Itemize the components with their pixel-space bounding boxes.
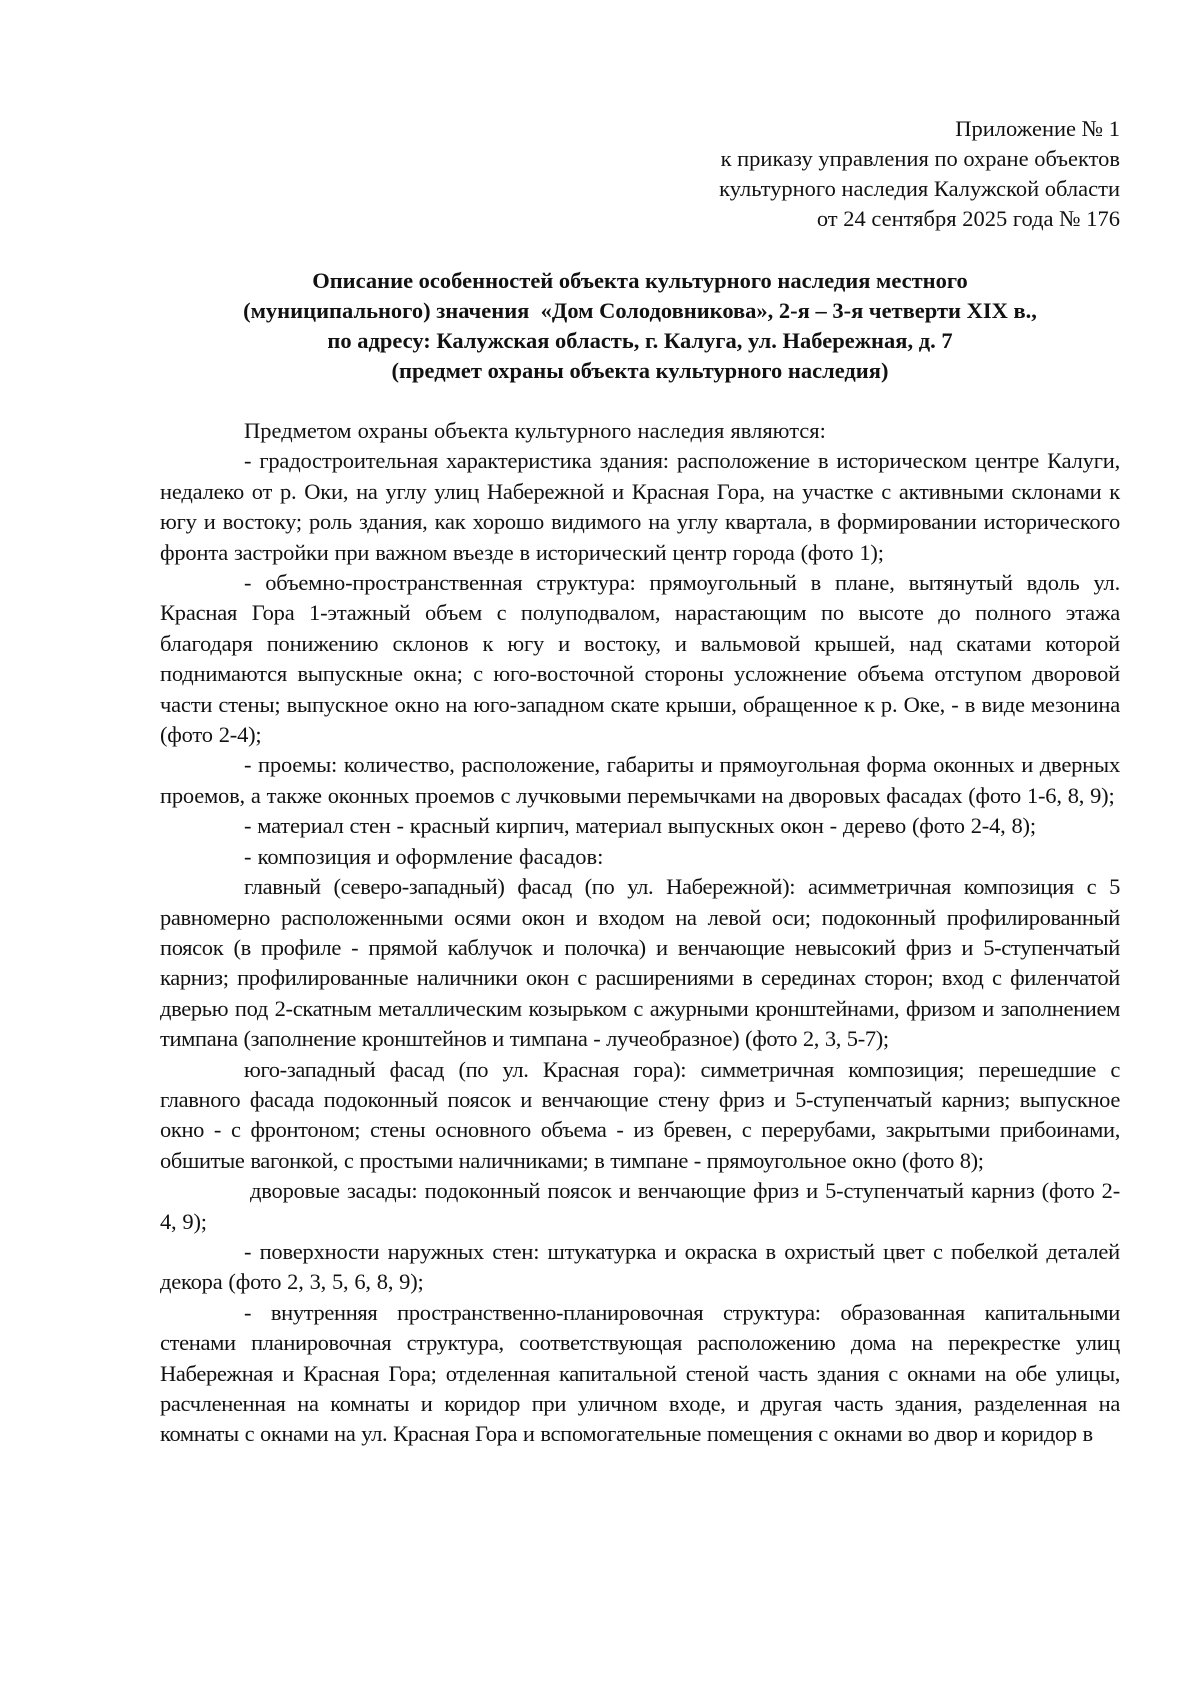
paragraph-interior-structure: - внутренняя пространственно-планировочная структура: образованная капитальными стенами планировочная структура, соответствующая расположению дома на перекрестке улиц Набережная и Красная Гора; отделенная капитальной стеной часть здания с окнами на обе улицы, расчлененная на комнаты и коридор при уличном входе, и другая часть здания, разделенная на комнаты с окнами на ул. Красная Гора и вспомогательные помещения с окнами во двор и коридор в [160, 1299, 1120, 1447]
title-line-2: (муниципального) значения «Дом Солодовникова», 2-я – 3-я четверти XIX в., [243, 298, 1037, 323]
appendix-line-3: культурного наследия Калужской области [719, 176, 1120, 201]
document-body [160, 416, 1120, 1450]
paragraph-volume-structure: - объемно-пространственная структура: прямоугольный в плане, вытянутый вдоль ул. Красная Гора 1-этажный объем с полуподвалом, нарастающим по высоте до полного этажа благодаря понижению склонов к югу и востоку, и вальмовой крышей, над скатами которой поднимаются выпускные окна; с юго-восточной стороны усложнение объема отступом дворовой части стены; выпускное окно на юго-западном скате крыши, обращенное к р. Оке, - в виде мезонина (фото 2-4); [160, 570, 1120, 748]
title-line-3: по адресу: Калужская область, г. Калуга, ул. Набережная, д. 7 [327, 328, 953, 353]
title-line-4: (предмет охраны объекта культурного наследия) [391, 358, 889, 383]
document-title [160, 266, 1120, 386]
appendix-line-2: к приказу управления по охране объектов [720, 146, 1120, 171]
paragraph-wall-material: - материал стен - красный кирпич, материал выпускных окон - дерево (фото 2-4, 8); [244, 813, 1036, 839]
paragraph-urban-planning: - градостроительная характеристика здания: расположение в историческом центре Калуги, недалеко от р. Оки, на углу улиц Набережной и Красная Гора, на участке с активными склонами к югу и востоку; роль здания, как хорошо видимого на углу квартала, в формировании исторического фронта застройки при важном въезде в исторический центр города (фото 1); [160, 448, 1120, 565]
appendix-line-1: Приложение № 1 [955, 116, 1120, 141]
appendix-header [719, 114, 1120, 234]
paragraph-wall-surfaces: - поверхности наружных стен: штукатурка и окраска в охристый цвет с побелкой деталей декора (фото 2, 3, 5, 6, 8, 9); [160, 1238, 1120, 1295]
title-line-1: Описание особенностей объекта культурного наследия местного [312, 268, 968, 293]
appendix-line-4: от 24 сентября 2025 года № 176 [816, 206, 1120, 231]
paragraph-openings: - проемы: количество, расположение, габариты и прямоугольная форма оконных и дверных проемов, а также оконных проемов с лучковыми перемычками на дворовых фасадах (фото 1-6, 8, 9); [160, 752, 1120, 808]
paragraph-southwest-facade: юго-западный фасад (по ул. Красная гора): симметричная композиция; перешедшие с главного фасада подоконный поясок и венчающие стену фриз и 5-ступенчатый карниз; выпускное окно - с фронтоном; стены основного объема - из бревен, с перерубами, закрытыми прибоинами, обшитые вагонкой, с простыми наличниками; в тимпане - прямоугольное окно (фото 8); [160, 1056, 1120, 1173]
paragraph-main-facade: главный (северо-западный) фасад (по ул. Набережной): асимметричная композиция с 5 равномерно расположенными осями окон и входом на левой оси; подоконный профилированный поясок (в профиле - прямой каблучок и полочка) и венчающие невысокий фриз и 5-ступенчатый карниз; профилированные наличники окон с расширениями в серединах сторон; вход с филенчатой дверью под 2-скатным металлическим козырьком с ажурными кронштейнами, фризом и заполнением тимпана (заполнение кронштейнов и тимпана - лучеобразное) (фото 2, 3, 5-7); [160, 874, 1120, 1052]
paragraph-intro: Предметом охраны объекта культурного наследия являются: [244, 418, 826, 443]
paragraph-facades-heading: - композиция и оформление фасадов: [244, 843, 604, 869]
paragraph-yard-facades: дворовые засады: подоконный поясок и венчающие фриз и 5-ступенчатый карниз (фото 2-4, 9); [160, 1178, 1120, 1234]
